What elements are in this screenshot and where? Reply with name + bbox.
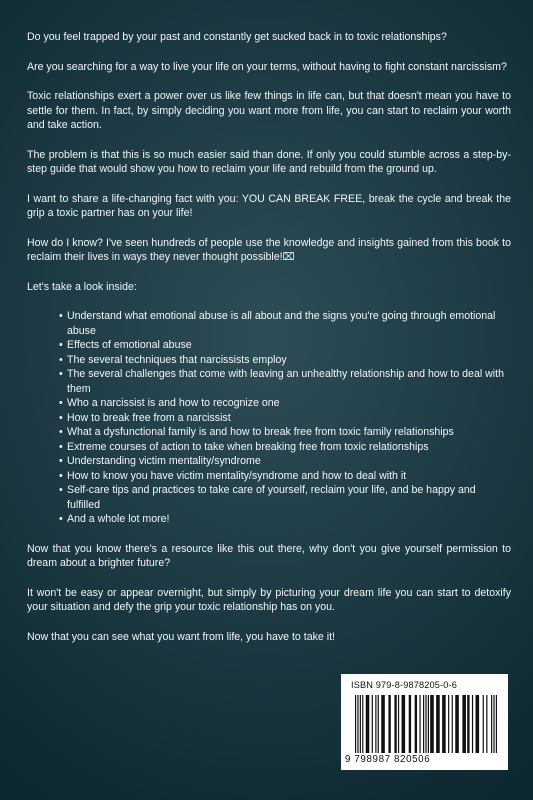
barcode-bar: [496, 695, 497, 753]
barcode-bar: [378, 695, 379, 753]
paragraph-detoxify: It won't be easy or appear overnight, but simply by picturing your dream life you can start to detoxify your situation and defy the grip your toxic relationship has on you.: [27, 586, 511, 613]
barcode-bar: [428, 695, 429, 753]
paragraph-take-it: Now that you can see what you want from life, you have to take it!: [27, 630, 335, 643]
barcode-bar: [462, 695, 466, 753]
back-cover-text: [27, 30, 511, 644]
paragraph-intro-question-1: Do you feel trapped by your past and constantly get sucked back in to toxic relationships?: [27, 31, 447, 43]
list-item: • How to break free from a narcissist: [60, 411, 511, 426]
barcode-bar: [491, 695, 492, 753]
paragraph-toxic-relationships: Toxic relationships exert a power over us like few things in life can, but that doesn't mean you have to settle for them. In fact, by simply deciding you want more from life, you can start to reclaim your worth and take action.: [27, 90, 511, 131]
isbn-barcode: [341, 674, 508, 770]
barcode-bar: [425, 695, 426, 753]
barcode-bar: [366, 695, 370, 753]
contents-list: [27, 309, 511, 527]
barcode-bar: [398, 695, 399, 753]
paragraph-problem: The problem is that this is so much easier said than done. If only you could stumble across a step-by-step guide that would show you how to reclaim your life and rebuild from the ground up.: [27, 148, 511, 175]
barcode-bar: [423, 695, 424, 753]
paragraph-look-inside: Let's take a look inside:: [27, 280, 137, 293]
list-item: • The several challenges that come with leaving an unhealthy relationship and how to deal with them: [60, 367, 511, 396]
list-item: • Self-care tips and practices to take care of yourself, reclaim your life, and be happy and fulfilled: [60, 483, 511, 512]
list-item: • Understanding victim mentality/syndrome: [60, 454, 511, 469]
barcode-bar: [419, 695, 420, 753]
barcode-bar: [472, 695, 473, 753]
barcode-bar: [493, 695, 494, 753]
list-item: • Effects of emotional abuse: [60, 338, 511, 353]
barcode-bar: [362, 695, 363, 753]
barcode-bar: [355, 695, 356, 753]
paragraph-intro-question-2: Are you searching for a way to live your life on your terms, without having to fight constant narcissism?: [27, 60, 507, 73]
paragraph-break-free: I want to share a life-changing fact with you: YOU CAN BREAK FREE, break the cycle and break the grip a toxic partner has on your life!: [27, 192, 511, 219]
barcode-bar: [415, 695, 417, 753]
barcode-bar: [436, 695, 440, 753]
barcode-bar: [360, 695, 361, 753]
barcode-bar: [409, 695, 411, 753]
barcode-bar: [357, 695, 358, 753]
list-item: • How to know you have victim mentality/syndrome and how to deal with it: [60, 469, 511, 484]
barcode-bar: [467, 695, 469, 753]
barcode-bar: [388, 695, 390, 753]
barcode-bar: [483, 695, 484, 753]
list-item: • Understand what emotional abuse is all about and the signs you're going through emotional abuse: [60, 309, 511, 338]
barcode-icon: [355, 695, 497, 753]
barcode-bar: [381, 695, 385, 753]
paragraph-how-do-i-know: How do I know? I've seen hundreds of people use the knowledge and insights gained from this book to reclaim their lives in ways they never thought possible!⌧: [27, 236, 511, 263]
barcode-bar: [476, 695, 480, 753]
barcode-bar: [402, 695, 406, 753]
list-item: • And a whole lot more!: [60, 512, 511, 527]
paragraph-permission: Now that you know there's a resource like this out there, why don't you give yourself permission to dream about a brighter future?: [27, 542, 511, 569]
barcode-bar: [430, 695, 434, 753]
barcode-bar: [372, 695, 373, 753]
list-item: • Extreme courses of action to take when breaking free from toxic relationships: [60, 440, 511, 455]
barcode-bar: [452, 695, 453, 753]
barcode-bar: [448, 695, 449, 753]
isbn-label: ISBN 979-8-9878205-0-6: [351, 680, 457, 690]
barcode-bar: [442, 695, 446, 753]
barcode-digits: 9 798987 820506: [345, 754, 431, 765]
barcode-bar: [455, 695, 459, 753]
barcode-bar: [394, 695, 396, 753]
list-item: • The several techniques that narcissists employ: [60, 353, 511, 368]
list-item: • Who a narcissist is and how to recognize one: [60, 396, 511, 411]
list-item: • What a dysfunctional family is and how to break free from toxic family relationships: [60, 425, 511, 440]
barcode-bar: [486, 695, 487, 753]
barcode-bar: [375, 695, 376, 753]
